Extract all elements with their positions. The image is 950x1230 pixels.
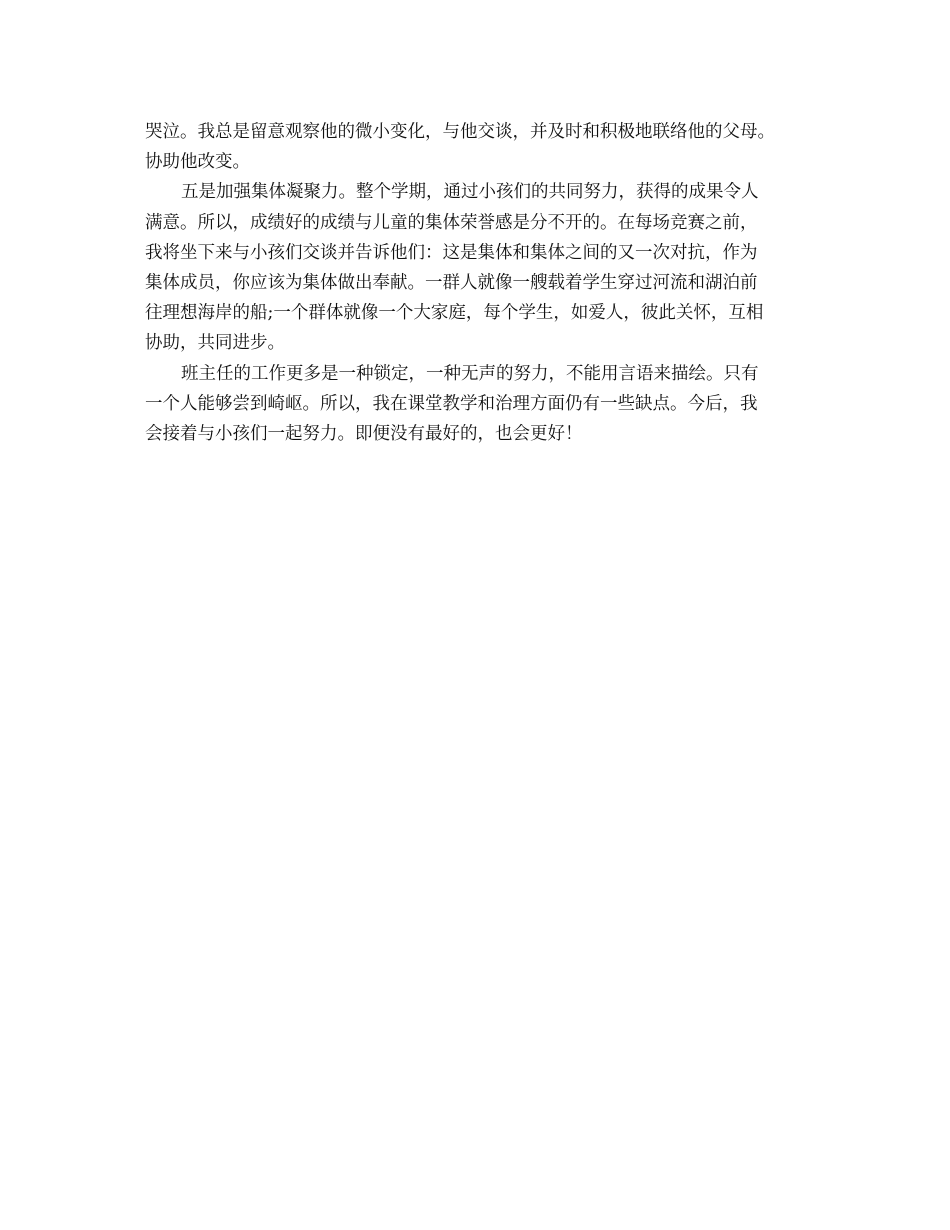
text-line: 协助，共同进步。	[145, 333, 285, 354]
text-line: 协助他改变。	[145, 152, 250, 173]
text-line: 集体成员，你应该为集体做出奉献。一群人就像一艘载着学生穿过河流和湖泊前	[145, 273, 758, 294]
paragraph-continuation	[145, 117, 810, 177]
text-line: 往理想海岸的船;一个群体就像一个大家庭，每个学生，如爱人，彼此关怀，互相	[145, 303, 764, 324]
text-line: 哭泣。我总是留意观察他的微小变化，与他交谈，并及时和积极地联络他的父母。	[145, 122, 775, 142]
text-line: 我将坐下来与小孩们交谈并告诉他们：这是集体和集体之间的又一次对抗，作为	[145, 242, 758, 263]
text-line: 班主任的工作更多是一种锁定，一种无声的努力，不能用言语来描绘。只有	[181, 363, 759, 384]
paragraph-collective-cohesion	[145, 177, 810, 358]
document-body	[145, 117, 810, 449]
paragraph-conclusion	[145, 359, 810, 450]
text-line: 满意。所以，成绩好的成绩与儿童的集体荣誉感是分不开的。在每场竞赛之前，	[145, 212, 758, 233]
text-line: 一个人能够尝到崎岖。所以，我在课堂教学和治理方面仍有一些缺点。今后，我	[145, 393, 758, 414]
text-line: 五是加强集体凝聚力。整个学期，通过小孩们的共同努力，获得的成果令人	[181, 182, 759, 203]
text-line: 会接着与小孩们一起努力。即便没有最好的，也会更好！	[145, 424, 583, 445]
